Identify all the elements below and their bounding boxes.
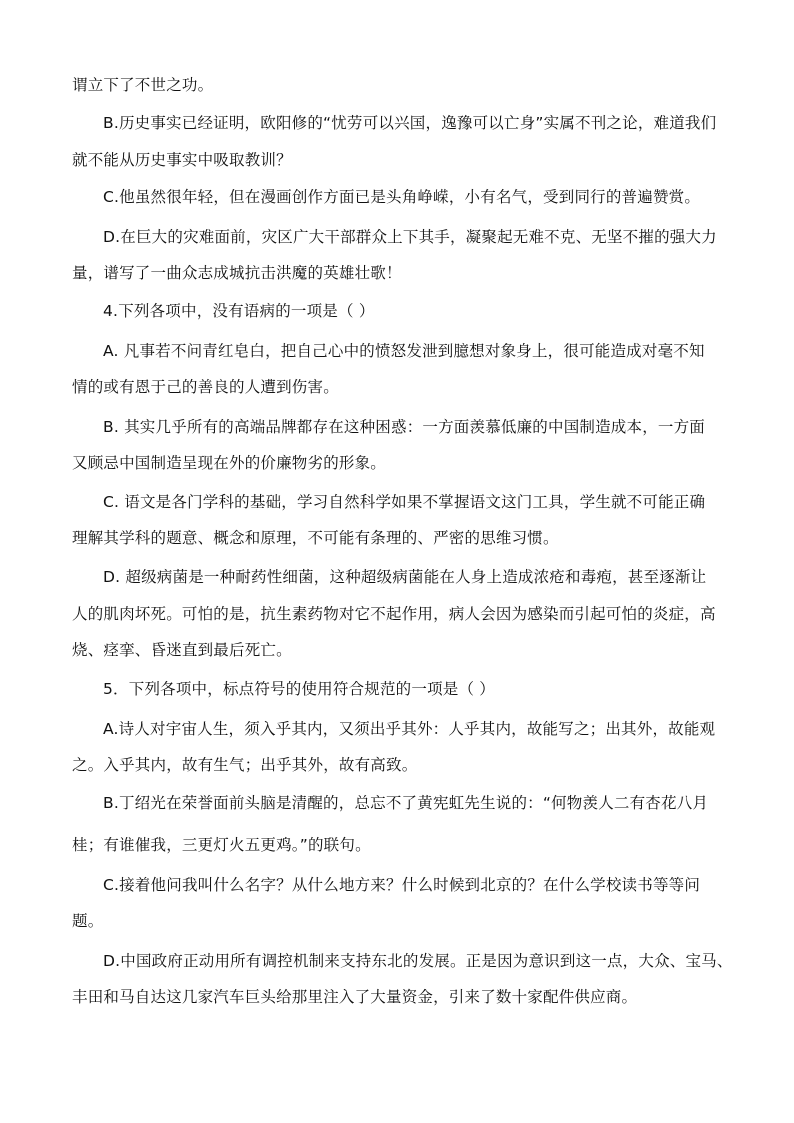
text-line-8: A. 凡事若不问青红皂白，把自己心中的愤怒发泄到臆想对象身上，很可能造成对毫不知 <box>103 342 705 360</box>
text-line-20: B.丁绍光在荣誉面前头脑是清醒的，总忘不了黄宪虹先生说的：“何物羡人二有杏花八月 <box>103 794 709 812</box>
text-line-1: 谓立下了不世之功。 <box>72 76 214 94</box>
text-line-19: 之。入乎其内，故有生气；出乎其外，故有高致。 <box>72 756 418 774</box>
text-line-12: C. 语文是各门学科的基础，学习自然科学如果不掌握语文这门工具，学生就不可能正确 <box>103 493 706 511</box>
text-line-7: 4.下列各项中，没有语病的一项是（ ） <box>103 302 375 320</box>
text-line-4: C.他虽然很年轻，但在漫画创作方面已是头角峥嵘，小有名气，受到同行的普遍赞赏。 <box>103 188 701 206</box>
text-line-25: 丰田和马自达这几家汽车巨头给那里注入了大量资金，引来了数十家配件供应商。 <box>72 988 638 1006</box>
text-line-9: 情的或有恩于己的善良的人遭到伤害。 <box>72 378 339 396</box>
text-line-6: 量，谱写了一曲众志成城抗击洪魔的英雄壮歌！ <box>72 264 402 282</box>
text-line-21: 桂；有谁催我，三更灯火五更鸡。”的联句。 <box>72 836 371 854</box>
text-line-15: 人的肌肉坏死。可怕的是，抗生素药物对它不起作用，病人会因为感染而引起可怕的炎症，高 <box>72 605 716 623</box>
text-line-16: 烧、痉挛、昏迷直到最后死亡。 <box>72 641 292 659</box>
text-line-24: D.中国政府正动用所有调控机制来支持东北的发展。正是因为意识到这一点，大众、宝马、 <box>103 952 733 970</box>
text-line-10: B. 其实几乎所有的高端品牌都存在这种困惑：一方面羡慕低廉的中国制造成本，一方面 <box>103 418 705 436</box>
text-line-23: 题。 <box>72 912 104 930</box>
text-line-18: A.诗人对宇宙人生，须入乎其内，又须出乎其外：人乎其内，故能写之；出其外，故能观 <box>103 720 716 738</box>
text-line-22: C.接着他问我叫什么名字？从什么地方来？什么时候到北京的？在什么学校读书等等问 <box>103 876 701 894</box>
text-line-13: 理解其学科的题意、概念和原理，不可能有条理的、严密的思维习惯。 <box>72 529 559 547</box>
text-line-14: D. 超级病菌是一种耐药性细菌，这种超级病菌能在人身上造成浓疮和毒疱，甚至逐渐让 <box>103 568 707 586</box>
text-line-17: 5．下列各项中，标点符号的使用符合规范的一项是（ ） <box>103 680 495 698</box>
text-line-3: 就不能从历史事实中吸取教训？ <box>72 151 292 169</box>
text-line-11: 又顾忌中国制造呈现在外的价廉物劣的形象。 <box>72 454 387 472</box>
text-line-2: B.历史事实已经证明，欧阳修的“忧劳可以兴国，逸豫可以亡身”实属不刊之论，难道我们 <box>103 114 717 132</box>
text-line-5: D.在巨大的灾难面前，灾区广大干部群众上下其手，凝聚起无难不克、无坚不摧的强大力 <box>103 228 717 246</box>
